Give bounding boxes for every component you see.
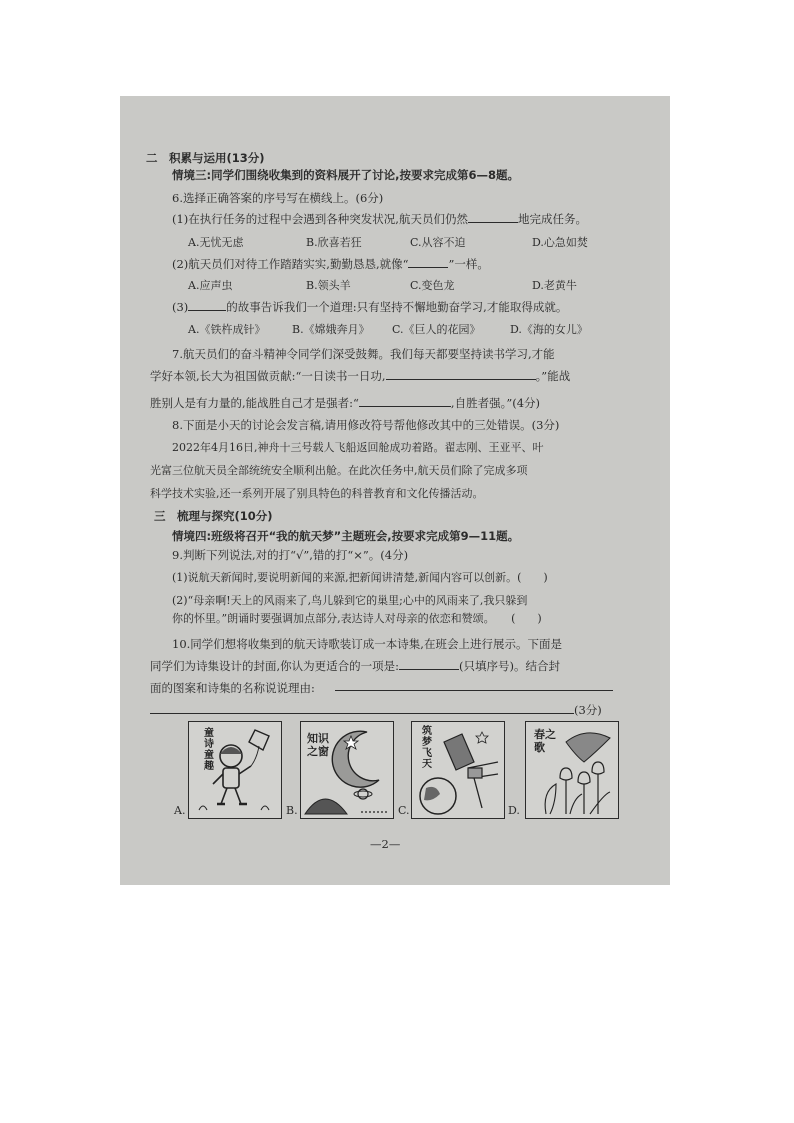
cover-b[interactable] xyxy=(300,721,394,819)
q10-reason-line-1[interactable] xyxy=(335,690,613,691)
q7-line2-text-a: 学好本领,长大为祖国做贡献:“一日读书一日功, xyxy=(150,369,386,383)
q6-p3-option-a: A.《铁杵成针》 xyxy=(188,323,266,336)
cover-a-title: 童诗童趣 xyxy=(204,728,214,772)
q6-p2-option-c: C.变色龙 xyxy=(410,279,455,292)
q9-statement-2-line2: 你的怀里。”朗诵时要强调加点部分,表达诗人对母亲的依恋和赞颂。 ( ) xyxy=(172,612,542,625)
q6-part1-blank[interactable] xyxy=(468,211,518,223)
cover-d-label: D. xyxy=(508,804,520,817)
q10-score: (3分) xyxy=(574,703,602,717)
q6-part2-text-b: ”一样。 xyxy=(448,257,489,271)
q6-p2-option-d: D.老黄牛 xyxy=(532,279,577,292)
q10-line3: 面的图案和诗集的名称说说理由: xyxy=(150,681,315,695)
context-3: 情境三:同学们围绕收集到的资料展开了讨论,按要求完成第6—8题。 xyxy=(172,168,519,182)
q8-line2: 2022年4月16日,神舟十三号载人飞船返回舱成功着路。翟志刚、王亚平、叶 xyxy=(172,441,544,454)
cover-b-title: 知识之窗 xyxy=(307,732,329,758)
q6-p1-option-a: A.无忧无虑 xyxy=(188,236,244,249)
section-3-header: 三 梳理与探究(10分) xyxy=(154,509,273,523)
q6-p3-option-d: D.《海的女儿》 xyxy=(510,323,588,336)
q6-p3-option-b: B.《嫦娥奔月》 xyxy=(292,323,370,336)
context-4: 情境四:班级将召开“我的航天梦”主题班会,按要求完成第9—11题。 xyxy=(172,529,520,543)
q8-line4: 科学技术实验,还一系列开展了别具特色的科普教育和文化传播活动。 xyxy=(150,487,484,500)
q7-line3-text-a: 胜别人是有力量的,能战胜自己才是强者:“ xyxy=(150,396,359,410)
q10-reason-line-2[interactable] xyxy=(150,713,574,714)
cover-c[interactable] xyxy=(411,721,505,819)
q6-p1-option-d: D.心急如焚 xyxy=(532,236,588,249)
q9-stem: 9.判断下列说法,对的打“√”,错的打“×”。(4分) xyxy=(172,548,409,562)
q6-part3-text-a: (3) xyxy=(172,300,189,314)
q7-line2 xyxy=(150,368,570,384)
q10-line2 xyxy=(150,658,560,674)
q10-answer-blank[interactable] xyxy=(399,658,459,670)
q6-part3-text-b: 的故事告诉我们一个道理:只有坚持不懈地勤奋学习,才能取得成就。 xyxy=(226,300,568,314)
q6-part2-text-a: (2)航天员们对待工作踏踏实实,勤勤恳恳,就像“ xyxy=(172,257,409,271)
cover-d-title: 春之歌 xyxy=(534,728,556,754)
q6-part3-blank[interactable] xyxy=(188,299,226,311)
page-number: —2— xyxy=(370,837,401,851)
q7-blank-2[interactable] xyxy=(359,395,451,407)
q6-p1-option-b: B.欣喜若狂 xyxy=(306,236,362,249)
q7-blank-1[interactable] xyxy=(386,368,536,380)
q7-line3-text-b: ,自胜者强。”(4分) xyxy=(450,396,540,410)
q9-statement-1: (1)说航天新闻时,要说明新闻的来源,把新闻讲清楚,新闻内容可以创新。( ) xyxy=(172,571,548,584)
q6-part1 xyxy=(172,211,587,227)
q6-part2 xyxy=(172,256,489,272)
q8-line1: 8.下面是小天的讨论会发言稿,请用修改符号帮他修改其中的三处错误。(3分) xyxy=(172,418,560,432)
q10-line2-text-b: (只填序号)。结合封 xyxy=(459,659,561,673)
q7-line2-text-b: 。”能战 xyxy=(535,369,571,383)
cover-a-label: A. xyxy=(174,804,186,817)
cover-a[interactable] xyxy=(188,721,282,819)
q6-stem: 6.选择正确答案的序号写在横线上。(6分) xyxy=(172,191,384,205)
q6-part1-text-a: (1)在执行任务的过程中会遇到各种突发状况,航天员们仍然 xyxy=(172,212,468,226)
q7-line3 xyxy=(150,395,540,411)
section-2-header: 二 积累与运用(13分) xyxy=(146,151,265,165)
q6-p1-option-c: C.从容不迫 xyxy=(410,236,466,249)
q6-p2-option-a: A.应声虫 xyxy=(188,279,233,292)
q8-line3: 光富三位航天员全部统统安全顺利出舱。在此次任务中,航天员们除了完成多项 xyxy=(150,464,528,477)
q9-statement-2-line1: (2)“母亲啊!天上的风雨来了,鸟儿躲到它的巢里;心中的风雨来了,我只躲到 xyxy=(172,594,528,607)
cover-d[interactable] xyxy=(525,721,619,819)
q6-part2-blank[interactable] xyxy=(408,256,448,268)
q6-part3 xyxy=(172,299,567,315)
q10-line2-text-a: 同学们为诗集设计的封面,你认为更适合的一项是: xyxy=(150,659,400,673)
q10-line1: 10.同学们想将收集到的航天诗歌装订成一本诗集,在班会上进行展示。下面是 xyxy=(172,637,562,651)
q6-part1-text-b: 地完成任务。 xyxy=(517,212,587,226)
exam-page-photo xyxy=(120,96,670,885)
cover-c-label: C. xyxy=(398,804,410,817)
q7-line1: 7.航天员们的奋斗精神令同学们深受鼓舞。我们每天都要坚持读书学习,才能 xyxy=(172,347,555,361)
cover-b-label: B. xyxy=(286,804,298,817)
cover-c-title: 筑梦飞天 xyxy=(422,726,432,770)
q6-p2-option-b: B.领头羊 xyxy=(306,279,351,292)
q6-p3-option-c: C.《巨人的花园》 xyxy=(392,323,481,336)
